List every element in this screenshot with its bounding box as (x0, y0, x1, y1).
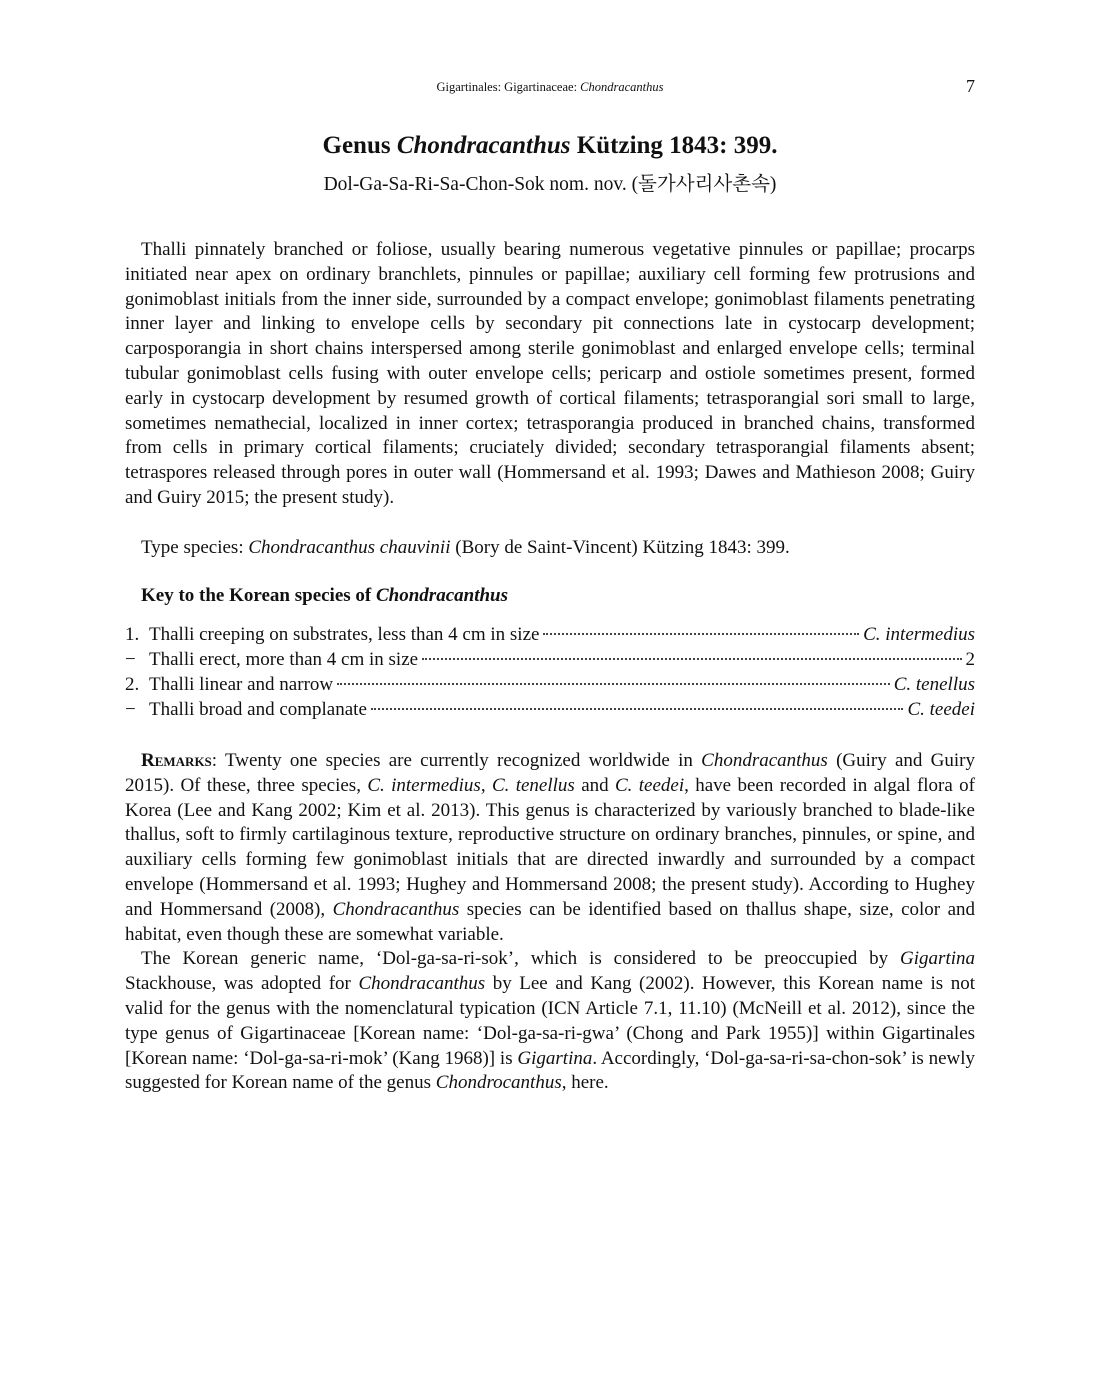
key-leader-dots (422, 658, 961, 660)
remarks-text: The Korean generic name, ‘Dol-ga-sa-ri-sok’, which is considered to be preoccupied by (141, 948, 901, 970)
genus-description (125, 238, 975, 511)
genus-name: Chondracanthus (358, 973, 486, 995)
key-row-number: − (125, 649, 136, 670)
key-row (125, 624, 975, 649)
korean-name-subtitle: Dol-Ga-Sa-Ri-Sa-Chon-Sok nom. nov. (돌가사리사촌속) (323, 174, 777, 195)
key-row-result: C. intermedius (863, 624, 975, 645)
key-row-text: Thalli broad and complanate (149, 699, 367, 720)
remarks-text: , have been recorded in algal flora of Korea (Lee and Kang 2002; Kim et al. 2013). This genus is characterized by variously branched to blade-like thallus, soft to firmly cartilaginous texture, reproductive structure on ordinary branches, pinnules, or spine, and auxiliary cells forming few gonimoblast initials that are directed inwardly and surrounded by a compact envelope (Hommersand et al. 1993; Hughey and Hommersand 2008; the present study). According to Hughey and Hommersand (2008), (125, 774, 976, 920)
remarks-label: Remarks (141, 750, 212, 771)
title-lead: Genus (322, 132, 397, 159)
remarks-text: Stackhouse, was adopted for (125, 973, 359, 995)
key-row-result: C. teedei (907, 699, 975, 720)
key-row-result: 2 (965, 649, 975, 670)
running-head-prefix: Gigartinales: Gigartinaceae: (436, 80, 581, 94)
key-row-number: 1. (125, 624, 140, 645)
genus-name: Gigartina (900, 948, 975, 970)
running-head (125, 80, 975, 95)
key-leader-dots (337, 683, 890, 685)
genus-name: Gigartina (517, 1047, 593, 1069)
key-heading-genus: Chondracanthus (376, 585, 509, 606)
key-row-number: − (125, 699, 136, 720)
key-row (125, 649, 975, 674)
remarks-text: (Guiry and Guiry 2015). Of these, three species, (125, 750, 975, 796)
key-heading (141, 585, 508, 607)
key-row-text: Thalli creeping on substrates, less than 4 cm in size (149, 624, 540, 645)
running-head-genus: Chondracanthus (580, 80, 664, 94)
genus-name: Chondracanthus (332, 898, 460, 920)
key-row-text: Thalli erect, more than 4 cm in size (149, 649, 419, 670)
description-paragraph: Thalli pinnately branched or foliose, usually bearing numerous vegetative pinnules or papillae; procarps initiated near apex on ordinary branchlets, pinnules or papillae; auxiliary cell forming few protrusions and gonimoblast initials from the inner side, surrounded by a compact envelope; gonimoblast filaments penetrating inner layer and linking to envelope cells by secondary pit connections late in cystocarp development; carposporangia in short chains interspersed among sterile gonimoblast and enlarged envelope cells; terminal tubular gonimoblast cells fusing with outer envelope cells; pericarp and ostiole sometimes present, formed early in cystocarp development by resumed growth of cortical filaments; tetrasporangial sori small to large, sometimes nemathecial, localized in inner cortex; tetrasporangia produced in branched chains, transformed from cells in primary cortical filaments; cruciately divided; secondary tetrasporangial filaments absent; tetraspores released through pores in outer wall (Hommersand et al. 1993; Dawes and Mathieson 2008; Guiry and Guiry 2015; the present study). (125, 239, 975, 508)
remarks-text: species can be identified based on thallus shape, size, color and habitat, even though these are somewhat variable. (125, 898, 975, 945)
type-species-line (125, 537, 991, 559)
key-leader-dots (543, 633, 859, 635)
key-row-text: Thalli linear and narrow (149, 674, 334, 695)
remarks-text: , here. (561, 1072, 609, 1094)
key-leader-dots (371, 708, 904, 710)
title-tail: Kützing 1843: 399. (570, 132, 778, 159)
remarks-section (125, 749, 975, 1096)
species-name: C. intermedius (367, 774, 481, 796)
species-name: C. teedei (614, 774, 685, 796)
remarks-text: and (574, 774, 615, 796)
identification-key (125, 624, 975, 724)
species-name: C. tenellus (491, 774, 575, 796)
key-row (125, 699, 975, 724)
genus-title (125, 132, 975, 160)
page-number: 7 (966, 76, 975, 96)
title-genus: Chondracanthus (396, 132, 571, 159)
type-species-name: Chondracanthus chauvinii (248, 537, 451, 558)
type-species-label: Type species: (141, 537, 249, 558)
key-row-number: 2. (125, 674, 140, 695)
key-row-result: C. tenellus (893, 674, 975, 695)
remarks-text: . Accordingly, ‘Dol-ga-sa-ri-sa-chon-sok’ is newly suggested for Korean name of the genus (125, 1047, 976, 1094)
key-row (125, 674, 975, 699)
remarks-text: : Twenty one species are currently recognized worldwide in (211, 750, 702, 771)
type-species-authority: (Bory de Saint-Vincent) Kützing 1843: 399. (450, 537, 790, 558)
genus-name: Chondracanthus (701, 750, 828, 771)
remarks-paragraph-2 (125, 947, 975, 1096)
genus-name: Chondrocanthus (435, 1072, 562, 1094)
remarks-text: by Lee and Kang (2002). However, this Korean name is not valid for the genus with the nomenclatural typication (ICN Article 7.1, 11.10) (McNeill et al. 2012), since the type genus of Gigartinaceae [Korean name: ‘Dol-ga-sa-ri-gwa’ (Chong and Park 1955)] within Gigartinales [Korean name: ‘Dol-ga-sa-ri-mok’ (Kang 1968)] is (125, 973, 975, 1069)
remarks-paragraph-1 (125, 749, 975, 947)
key-heading-lead: Key to the Korean species of (141, 585, 376, 606)
remarks-text: , (480, 774, 492, 796)
